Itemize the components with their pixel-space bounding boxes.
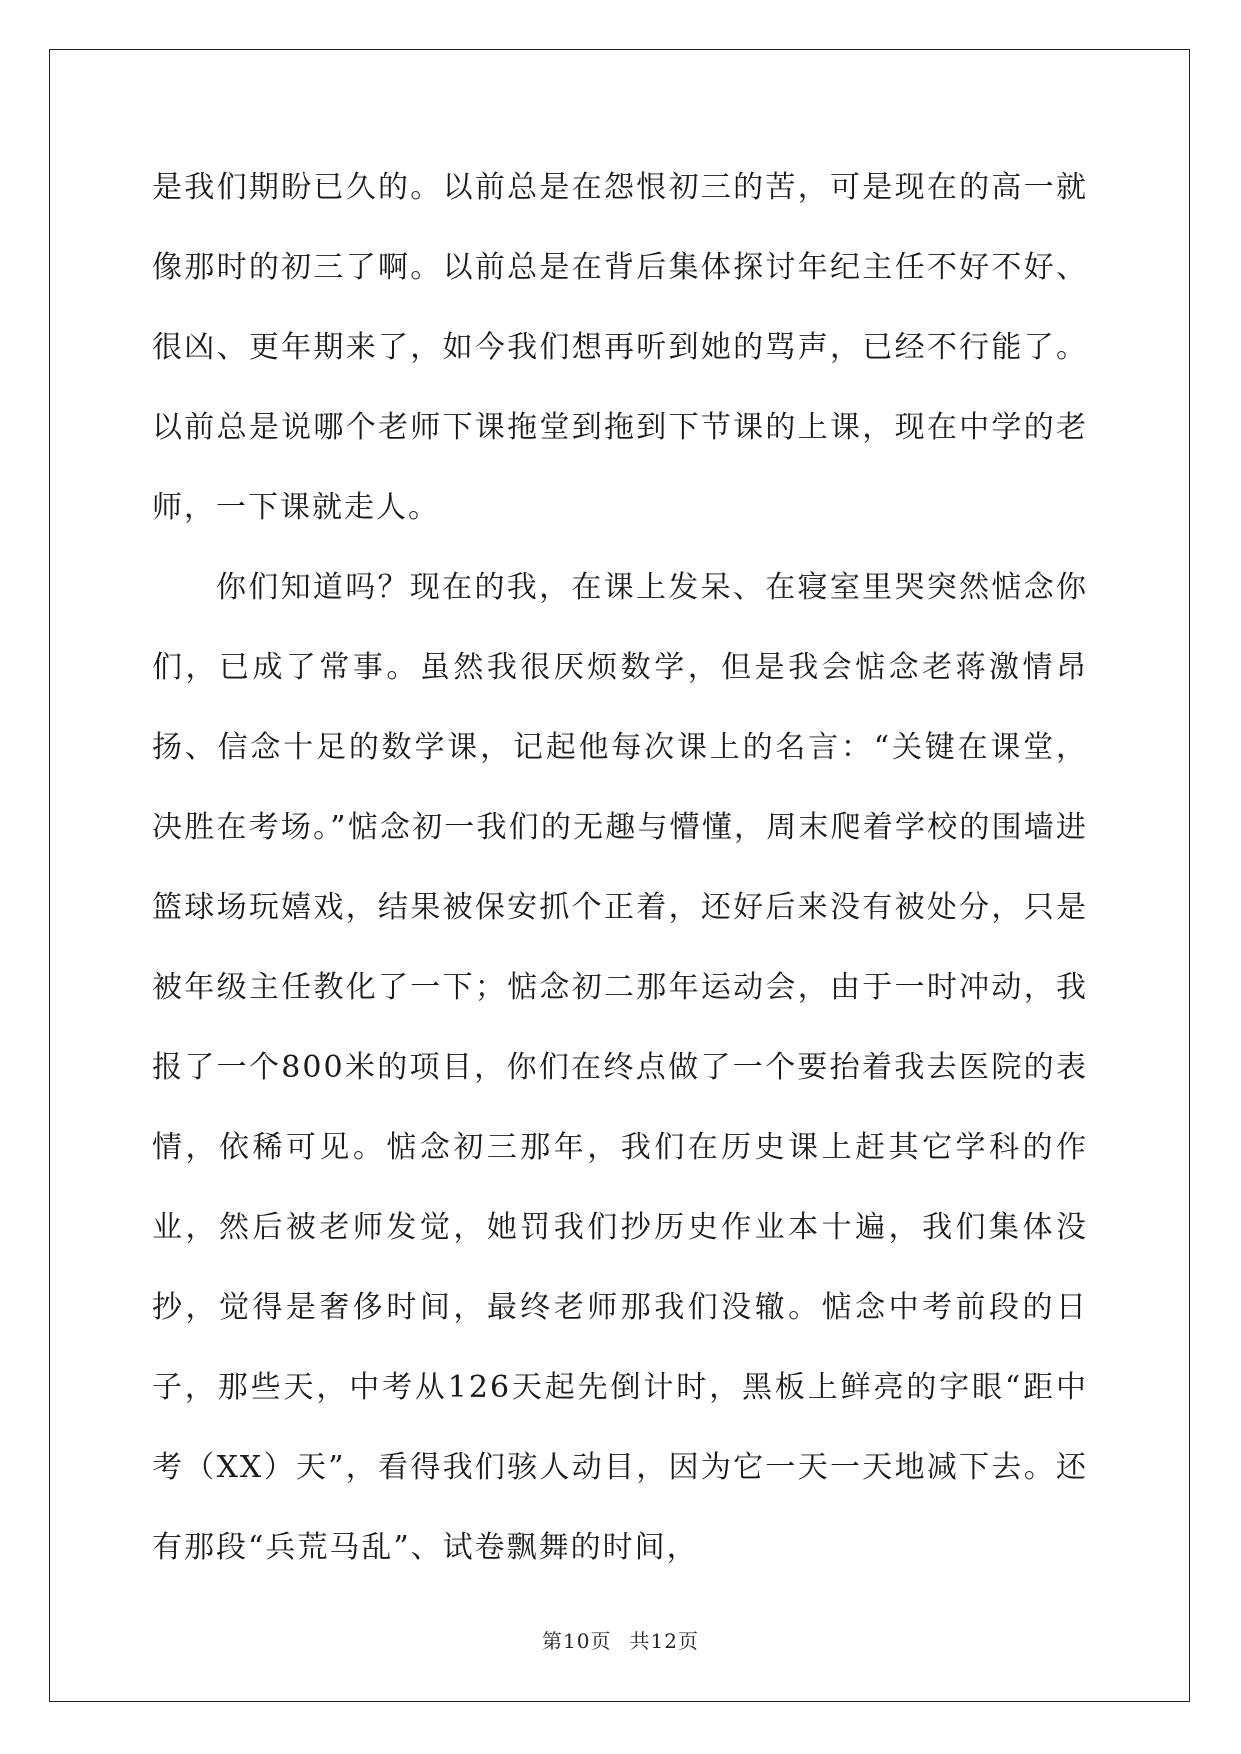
document-body xyxy=(152,148,1088,1588)
page-number: 第10页 xyxy=(542,1629,612,1653)
paragraph-2: 你们知道吗？现在的我，在课上发呆、在寝室里哭突然惦念你们，已成了常事。虽然我很厌烦数学，但是我会惦念老蒋激情昂扬、信念十足的数学课，记起他每次课上的名言：“关键在课堂，决胜在考场。”惦念初一我们的无趣与懵懂，周末爬着学校的围墙进篮球场玩嬉戏，结果被保安抓个正着，还好后来没有被处分，只是被年级主任教化了一下；惦念初二那年运动会，由于一时冲动，我报了一个800米的项目，你们在终点做了一个要抬着我去医院的表情，依稀可见。惦念初三那年，我们在历史课上赶其它学科的作业，然后被老师发觉，她罚我们抄历史作业本十遍，我们集体没抄，觉得是奢侈时间，最终老师那我们没辙。惦念中考前段的日子，那些天，中考从126天起先倒计时，黑板上鲜亮的字眼“距中考（XX）天”，看得我们骇人动目，因为它一天一天地减下去。还有那段“兵荒马乱”、试卷飘舞的时间， xyxy=(152,570,1088,1565)
paragraph-1: 是我们期盼已久的。以前总是在怨恨初三的苦，可是现在的高一就像那时的初三了啊。以前总是在背后集体探讨年纪主任不好不好、很凶、更年期来了，如今我们想再听到她的骂声，已经不行能了。以前总是说哪个老师下课拖堂到拖到下节课的上课，现在中学的老师，一下课就走人。 xyxy=(152,170,1088,525)
page-total: 共12页 xyxy=(629,1629,699,1653)
page-footer xyxy=(0,1627,1241,1655)
